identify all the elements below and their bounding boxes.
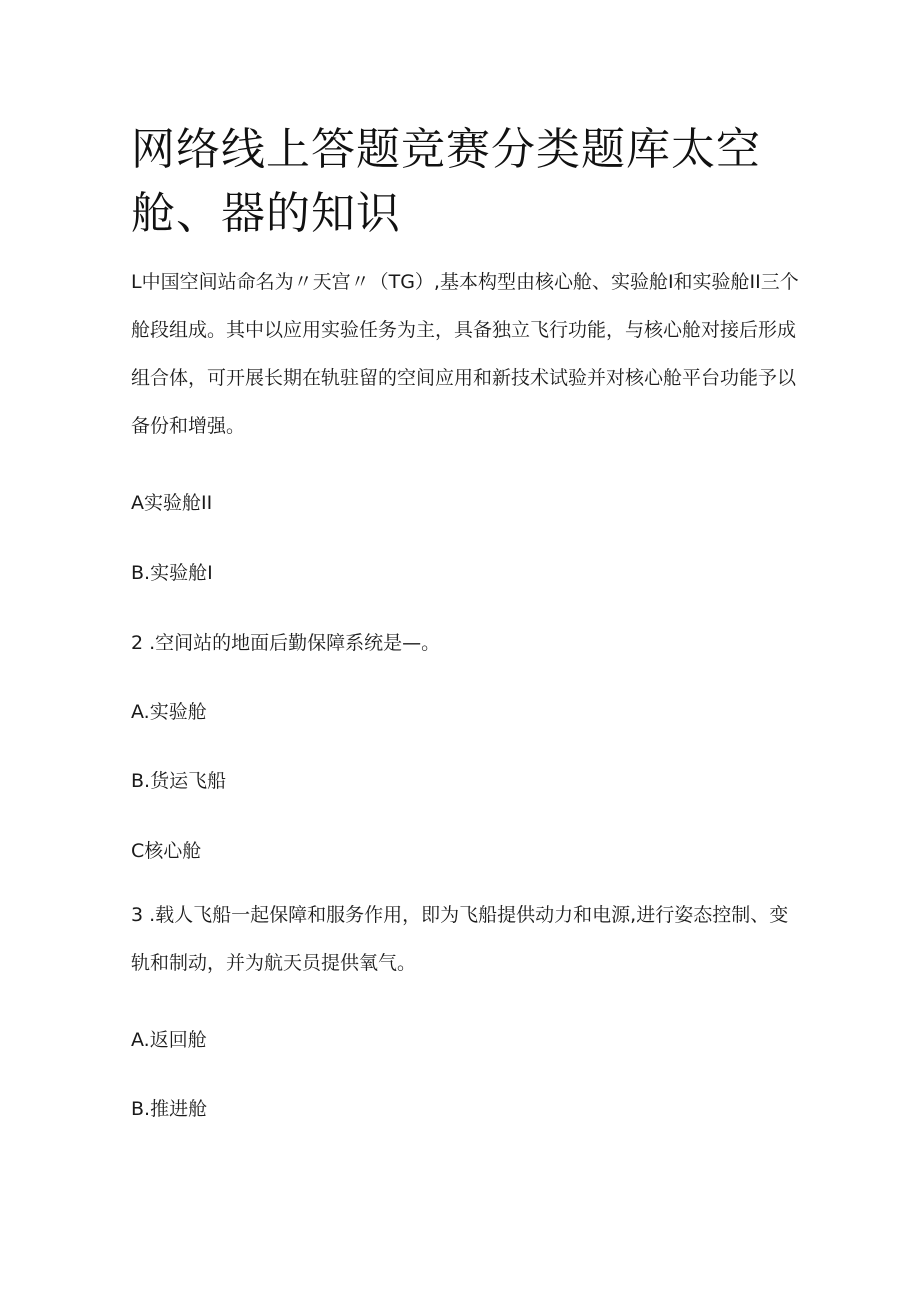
question-2-option-b: B.货运飞船 <box>131 770 227 792</box>
question-3-option-a: A.返回舱 <box>131 1029 207 1051</box>
question-3-option-b: B.推进舱 <box>131 1098 208 1120</box>
question-1-option-b: B.实验舱I <box>131 562 213 584</box>
page-title <box>131 118 771 246</box>
question-2-stem: 2 .空间站的地面后勤保障系统是—。 <box>131 632 441 654</box>
question-1-option-a: A实验舱II <box>131 492 213 514</box>
question-2-option-a: A.实验舱 <box>131 701 207 723</box>
title-line-2: 舱、器的知识 <box>131 188 401 239</box>
title-line-1: 网络线上答题竞赛分类题库太空 <box>131 124 761 175</box>
question-3-stem: 3 .载人飞船一起保障和服务作用，即为飞船提供动力和电源,进行姿态控制、变轨和制动，并为航天员提供氧气。 <box>131 904 789 974</box>
question-2-option-c: C核心舱 <box>131 840 202 862</box>
question-1-stem: L中国空间站命名为〃天宫〃（TG）,基本构型由核心舱、实验舱I和实验舱II三个舱段组成。其中以应用实验任务为主，具备独立飞行功能，与核心舱对接后形成组合体，可开展长期在轨驻留的空间应用和新技术试验并对核心舱平台功能予以备份和增强。 <box>131 271 799 437</box>
